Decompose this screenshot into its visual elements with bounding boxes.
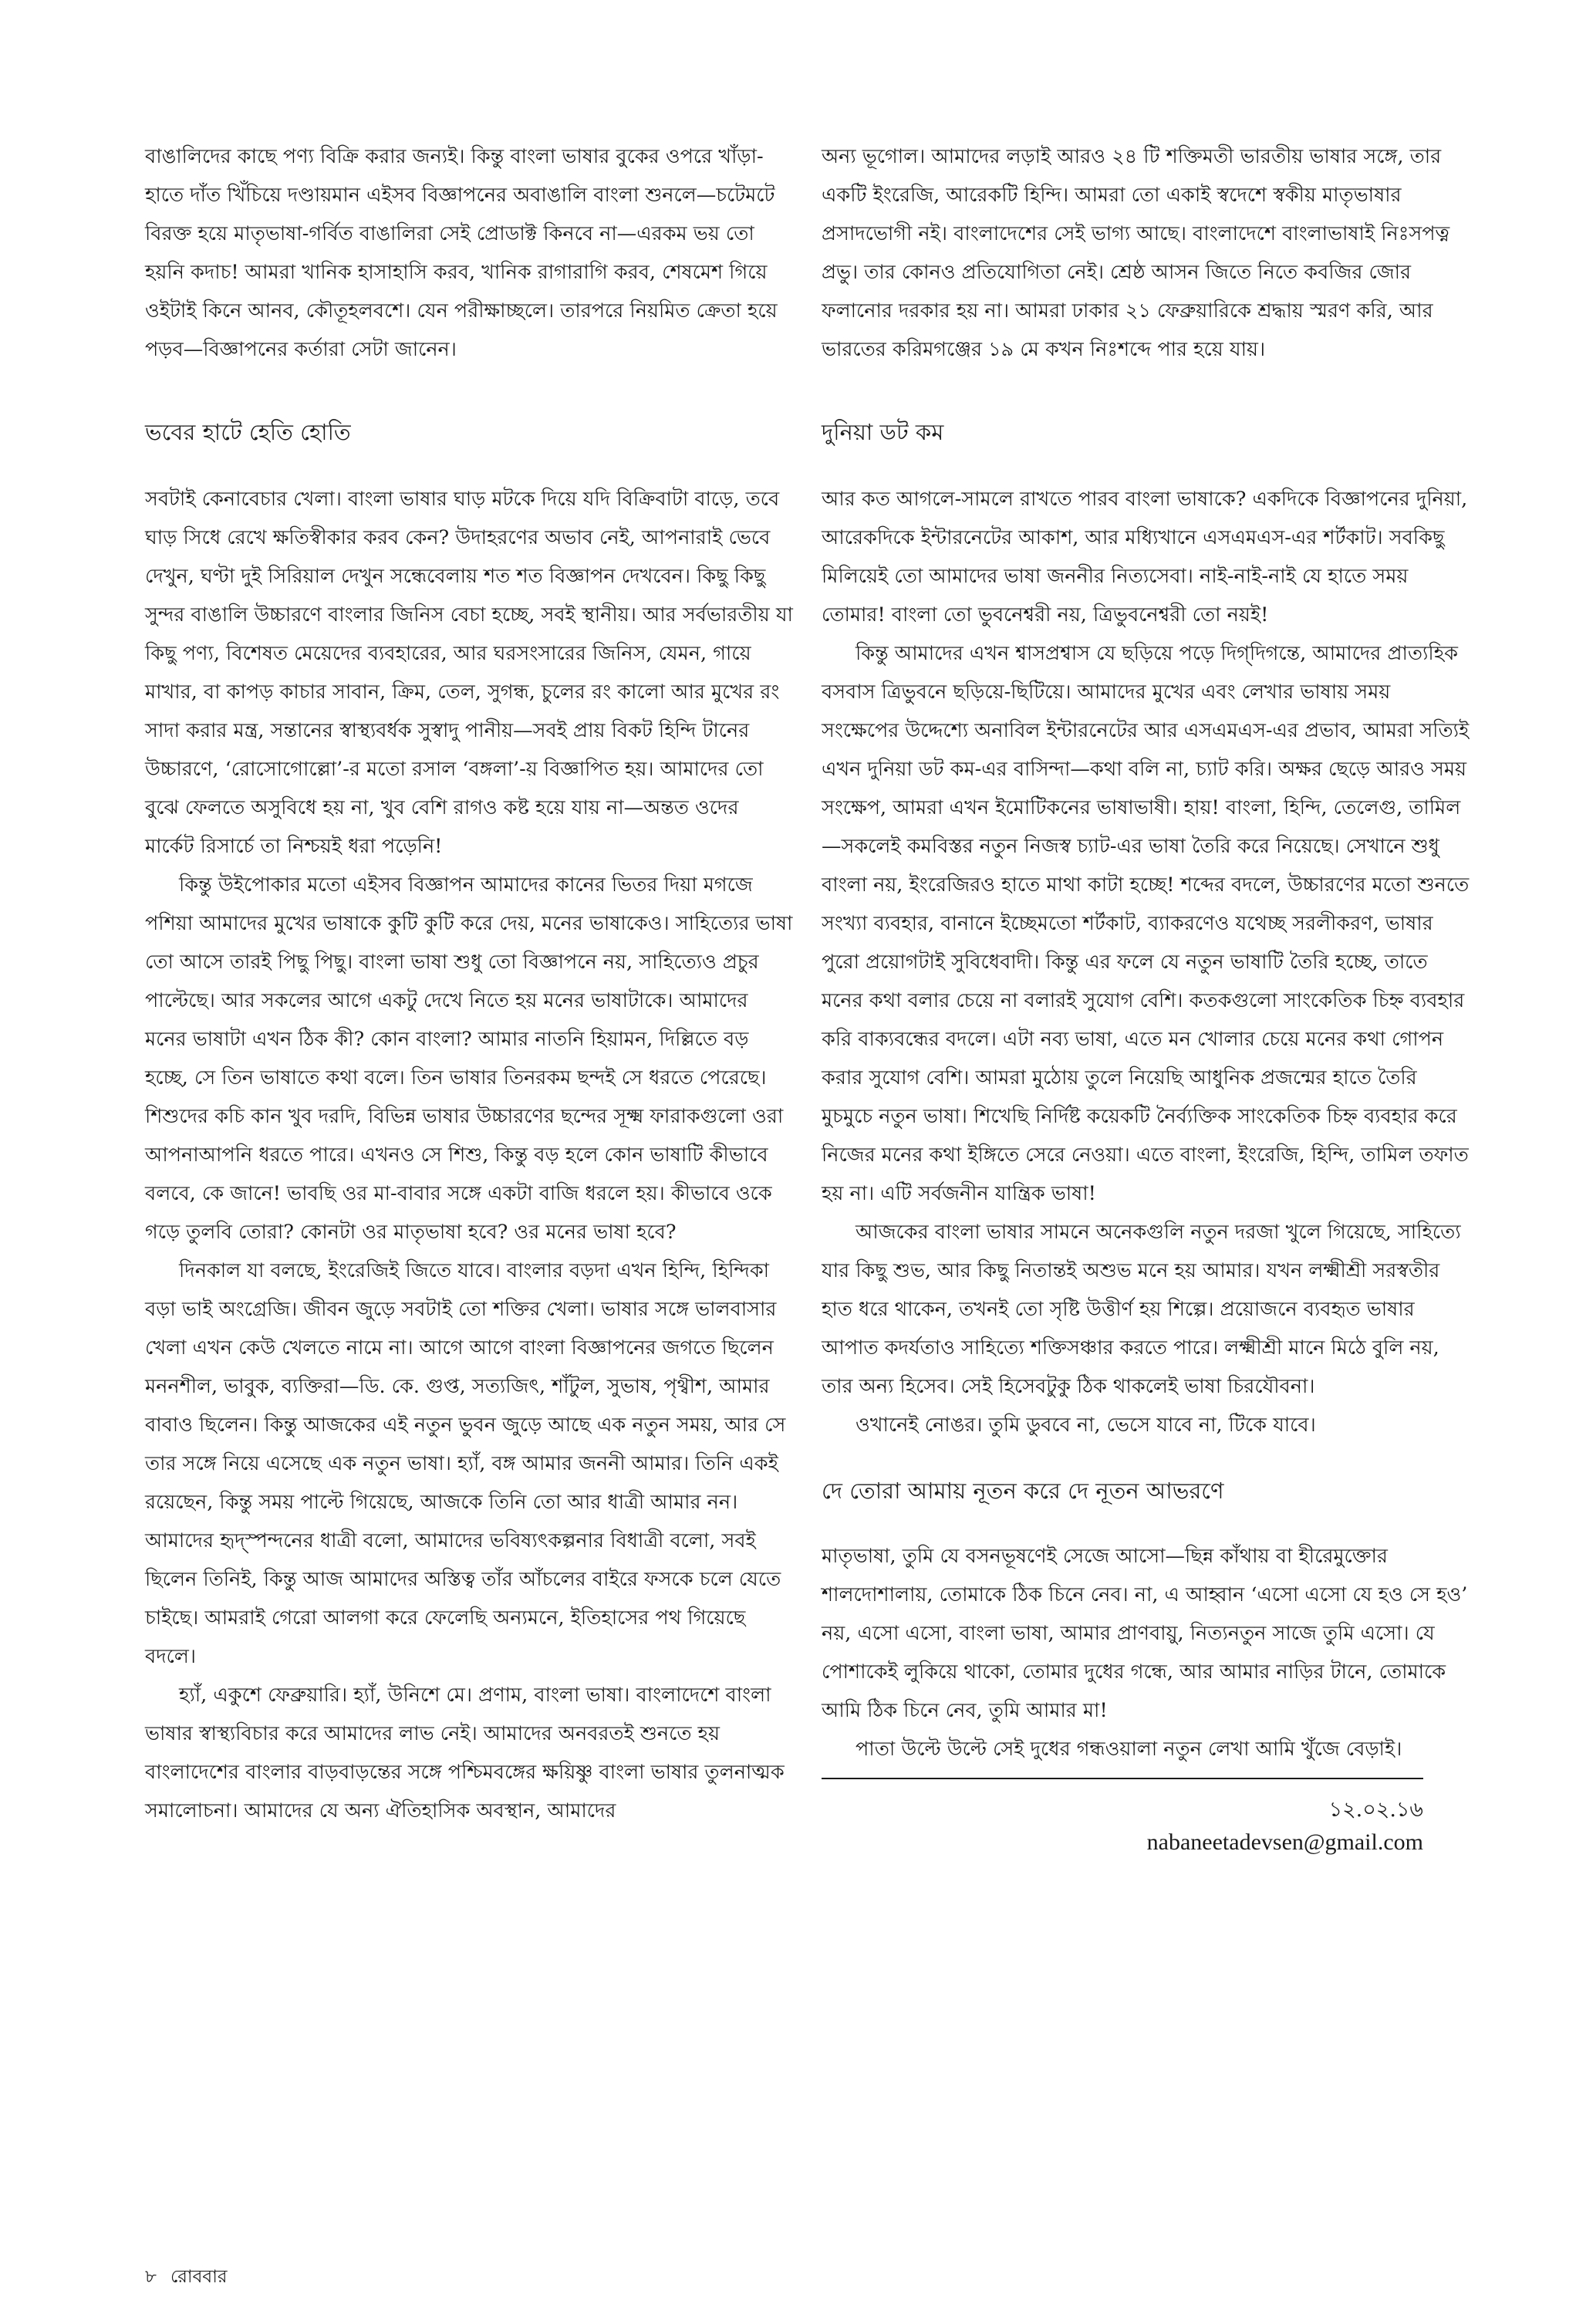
signature-divider	[822, 1778, 1423, 1779]
right-paragraph-6: মাতৃভাষা, তুমি যে বসনভূষণেই সেজে আসো—ছিন্ন কাঁথায় বা হীরেমুক্তোর শালদোশালায়, তোমাকে ঠিক চিনে নেব। না, এ আহ্বান ‘এসো এসো যে হও সে হও’ নয়, এসো এসো, বাংলা ভাষা, আমার প্রাণবায়ু, নিত্যনতুন সাজে তুমি এসো। যে পোশাকেই লুকিয়ে থাকো, তোমার দুধের গন্ধে, আর আমার নাড়ির টানে, তোমাকে আমি ঠিক চিনে নেব, তুমি আমার মা!	[822, 1545, 1468, 1722]
left-paragraph-2: সবটাই কেনাবেচার খেলা। বাংলা ভাষার ঘাড় মটকে দিয়ে যদি বিক্রিবাটা বাড়ে, তবে ঘাড় সিধে রেখে ক্ষতিস্বীকার করব কেন? উদাহরণের অভাব নেই, আপনারাই ভেবে দেখুন, ঘণ্টা দুই সিরিয়াল দেখুন সন্ধেবেলায় শত শত বিজ্ঞাপন দেখবেন। কিছু কিছু সুন্দর বাঙালি উচ্চারণে বাংলার জিনিস বেচা হচ্ছে, সবই স্থানীয়। আর সর্বভারতীয় যা কিছু পণ্য, বিশেষত মেয়েদের ব্যবহারের, আর ঘরসংসারের জিনিস, যেমন, গায়ে মাখার, বা কাপড় কাচার সাবান, ক্রিম, তেল, সুগন্ধ, চুলের রং কালো আর মুখের রং সাদা করার মন্ত্র, সন্তানের স্বাস্থ্যবর্ধক সুস্বাদু পানীয়—সবই প্রায় বিকট হিন্দি টানের উচ্চারণে, ‘রোসোগোল্লো’-র মতো রসাল ‘বঙ্গলা’-য় বিজ্ঞাপিত হয়। আমাদের তো বুঝে ফেলতে অসুবিধে হয় না, খুব বেশি রাগও কষ্ট হয়ে যায় না—অন্তত ওদের মার্কেট রিসার্চে তা নিশ্চয়ই ধরা পড়েনি!	[145, 488, 793, 858]
right-paragraph-2: আর কত আগলে-সামলে রাখতে পারব বাংলা ভাষাকে? একদিকে বিজ্ঞাপনের দুনিয়া, আরেকদিকে ইন্টারনেটের আকাশ, আর মধ্যিখানে এসএমএস-এর শর্টকাট। সবকিছু মিলিয়েই তো আমাদের ভাষা জননীর নিত্যসেবা। নাই-নাই-নাই যে হাতে সময় তোমার! বাংলা তো ভুবনেশ্বরী নয়, ত্রিভুবনেশ্বরী তো নয়ই!	[822, 488, 1468, 627]
right-paragraph-3: কিন্তু আমাদের এখন শ্বাসপ্রশ্বাস যে ছড়িয়ে পড়ে দিগ্‌দিগন্তে, আমাদের প্রাত্যহিক বসবাস ত্রিভুবনে ছড়িয়ে-ছিটিয়ে। আমাদের মুখের এবং লেখার ভাষায় সময় সংক্ষেপের উদ্দেশ্যে অনাবিল ইন্টারনেটের আর এসএমএস-এর প্রভাব, আমরা সত্যিই এখন দুনিয়া ডট কম-এর বাসিন্দা—কথা বলি না, চ্যাট করি। অক্ষর ছেড়ে আরও সময় সংক্ষেপ, আমরা এখন ইমোটিকনের ভাষাভাষী। হায়! বাংলা, হিন্দি, তেলেগু, তামিল—সকলেই কমবিস্তর নতুন নিজস্ব চ্যাট-এর ভাষা তৈরি করে নিয়েছে। সেখানে শুধু বাংলা নয়, ইংরেজিরও হাতে মাথা কাটা হচ্ছে! শব্দের বদলে, উচ্চারণের মতো শুনতে সংখ্যা ব্যবহার, বানানে ইচ্ছেমতো শর্টকাট, ব্যাকরণেও যথেচ্ছ সরলীকরণ, ভাষার পুরো প্রয়োগটাই সুবিধেবাদী। কিন্তু এর ফলে যে নতুন ভাষাটি তৈরি হচ্ছে, তাতে মনের কথা বলার চেয়ে না বলারই সুযোগ বেশি। কতকগুলো সাংকেতিক চিহ্ন ব্যবহার করি বাক্যবন্ধের বদলে। এটা নব্য ভাষা, এতে মন খোলার চেয়ে মনের কথা গোপন করার সুযোগ বেশি। আমরা মুঠোয় তুলে নিয়েছি আধুনিক প্রজন্মের হাতে তৈরি মুচমুচে নতুন ভাষা। শিখেছি নির্দিষ্ট কয়েকটি নৈর্ব্যক্তিক সাংকেতিক চিহ্ন ব্যবহার করে নিজের মনের কথা ইঙ্গিতে সেরে নেওয়া। এতে বাংলা, ইংরেজি, হিন্দি, তামিল তফাত হয় না। এটি সর্বজনীন যান্ত্রিক ভাষা!	[822, 642, 1470, 1205]
right-paragraph-4: আজকের বাংলা ভাষার সামনে অনেকগুলি নতুন দরজা খুলে গিয়েছে, সাহিত্যে যার কিছু শুভ, আর কিছু নিতান্তই অশুভ মনে হয় আমার। যখন লক্ষ্মীশ্রী সরস্বতীর হাত ধরে থাকেন, তখনই তো সৃষ্টি উত্তীর্ণ হয় শিল্পে। প্রয়োজনে ব্যবহৃত ভাষার আপাত কদর্যতাও সাহিত্যে শক্তিসঞ্চার করতে পারে। লক্ষ্মীশ্রী মানে মিঠে বুলি নয়, তার অন্য হিসেব। সেই হিসেবটুকু ঠিক থাকলেই ভাষা চিরযৌবনা।	[822, 1221, 1461, 1398]
section-heading-duniya-dot-com: দুনিয়া ডট কম	[822, 419, 944, 445]
right-paragraph-1: অন্য ভূগোল। আমাদের লড়াই আরও ২৪ টি শক্তিমতী ভারতীয় ভাষার সঙ্গে, তার একটি ইংরেজি, আরেকটি হিন্দি। আমরা তো একাই স্বদেশে স্বকীয় মাতৃভাষার প্রসাদভোগী নই। বাংলাদেশের সেই ভাগ্য আছে। বাংলাদেশে বাংলাভাষাই নিঃসপত্ন প্রভু। তার কোনও প্রতিযোগিতা নেই। শ্রেষ্ঠ আসন জিতে নিতে কবজির জোর ফলানোর দরকার হয় না। আমরা ঢাকার ২১ ফেব্রুয়ারিকে শ্রদ্ধায় স্মরণ করি, আর ভারতের করিমগঞ্জের ১৯ মে কখন নিঃশব্দে পার হয়ে যায়।	[822, 145, 1450, 361]
left-paragraph-5: হ্যাঁ, একুশে ফেব্রুয়ারি। হ্যাঁ, উনিশে মে। প্রণাম, বাংলা ভাষা। বাংলাদেশে বাংলা ভাষার স্বাস্থ্যবিচার করে আমাদের লাভ নেই। আমাদের অনবরতই শুনতে হয় বাংলাদেশের বাংলার বাড়বাড়ন্তের সঙ্গে পশ্চিমবঙ্গের ক্ষয়িষ্ণু বাংলা ভাষার তুলনাত্মক সমালোচনা। আমাদের যে অন্য ঐতিহাসিক অবস্থান, আমাদের	[145, 1684, 785, 1822]
section-heading-bhaber-hate: ভবের হাটে হেতি হোতি	[145, 419, 351, 445]
left-paragraph-4: দিনকাল যা বলছে, ইংরেজিই জিতে যাবে। বাংলার বড়দা এখন হিন্দি, হিন্দিকা বড়া ভাই অংগ্রেজি। জীবন জুড়ে সবটাই তো শক্তির খেলা। ভাষার সঙ্গে ভালবাসার খেলা এখন কেউ খেলতে নামে না। আগে আগে বাংলা বিজ্ঞাপনের জগতে ছিলেন মননশীল, ভাবুক, ব্যক্তিরা—ডি. কে. গুপ্ত, সত্যজিৎ, শাঁটুল, সুভাষ, পৃথ্বীশ, আমার বাবাও ছিলেন। কিন্তু আজকের এই নতুন ভুবন জুড়ে আছে এক নতুন সময়, আর সে তার সঙ্গে নিয়ে এসেছে এক নতুন ভাষা। হ্যাঁ, বঙ্গ আমার জননী আমার। তিনি একই রয়েছেন, কিন্তু সময় পাল্টে গিয়েছে, আজকে তিনি তো আর ধাত্রী আমার নন। আমাদের হৃদ্‌স্পন্দনের ধাত্রী বলো, আমাদের ভবিষ্যৎকল্পনার বিধাত্রী বলো, সবই ছিলেন তিনিই, কিন্তু আজ আমাদের অস্তিত্ব তাঁর আঁচলের বাইরে ফসকে চলে যেতে চাইছে। আমরাই গেরো আলগা করে ফেলেছি অন্যমনে, ইতিহাসের পথ গিয়েছে বদলে।	[145, 1259, 786, 1668]
right-paragraph-5: ওখানেই নোঙর। তুমি ডুববে না, ভেসে যাবে না, টিকে যাবে।	[855, 1414, 1316, 1437]
right-paragraph-7: পাতা উল্টে উল্টে সেই দুধের গন্ধওয়ালা নতুন লেখা আমি খুঁজে বেড়াই।	[855, 1738, 1402, 1761]
page-number: ৮	[145, 2267, 157, 2287]
right-column	[822, 137, 1470, 1858]
left-column	[145, 137, 793, 1830]
page-footer	[145, 2265, 241, 2289]
article-date: ১২.০২.১৬	[1328, 1798, 1423, 1822]
left-paragraph-3: কিন্তু উইপোকার মতো এইসব বিজ্ঞাপন আমাদের কানের ভিতর দিয়া মগজে পশিয়া আমাদের মুখের ভাষাকে কুটি কুটি করে দেয়, মনের ভাষাকেও। সাহিত্যের ভাষা তো আসে তারই পিছু পিছু। বাংলা ভাষা শুধু তো বিজ্ঞাপনে নয়, সাহিত্যেও প্রচুর পাল্টেছে। আর সকলের আগে একটু দেখে নিতে হয় মনের ভাষাটাকে। আমাদের মনের ভাষাটা এখন ঠিক কী? কোন বাংলা? আমার নাতনি হিয়ামন, দিল্লিতে বড় হচ্ছে, সে তিন ভাষাতে কথা বলে। তিন ভাষার তিনরকম ছন্দই সে ধরতে পেরেছে। শিশুদের কচি কান খুব দরদি, বিভিন্ন ভাষার উচ্চারণের ছন্দের সূক্ষ্ম ফারাকগুলো ওরা আপনাআপনি ধরতে পারে। এখনও সে শিশু, কিন্তু বড় হলে কোন ভাষাটি কীভাবে বলবে, কে জানে! ভাবছি ওর মা-বাবার সঙ্গে একটা বাজি ধরলে হয়। কীভাবে ওকে গড়ে তুলবি তোরা? কোনটা ওর মাতৃভাষা হবে? ওর মনের ভাষা হবে?	[145, 873, 793, 1244]
author-email: nabaneetadevsen@gmail.com	[1146, 1829, 1423, 1855]
section-heading-de-tora-amay: দে তোরা আমায় নূতন করে দে নূতন আভরণে	[822, 1478, 1224, 1504]
section-name: রোববার	[170, 2267, 228, 2287]
left-paragraph-1: বাঙালিদের কাছে পণ্য বিক্রি করার জন্যই। কিন্তু বাংলা ভাষার বুকের ওপরে খাঁড়া-হাতে দাঁত খিঁচিয়ে দণ্ডায়মান এইসব বিজ্ঞাপনের অবাঙালি বাংলা শুনলে—চটেমটে বিরক্ত হয়ে মাতৃভাষা-গর্বিত বাঙালিরা সেই প্রোডাক্ট কিনবে না—এরকম ভয় তো হয়নি কদাচ! আমরা খানিক হাসাহাসি করব, খানিক রাগারাগি করব, শেষমেশ গিয়ে ওইটাই কিনে আনব, কৌতূহলবশে। যেন পরীক্ষাচ্ছলে। তারপরে নিয়মিত ক্রেতা হয়ে পড়ব—বিজ্ঞাপনের কর্তারা সেটা জানেন।	[145, 145, 778, 361]
